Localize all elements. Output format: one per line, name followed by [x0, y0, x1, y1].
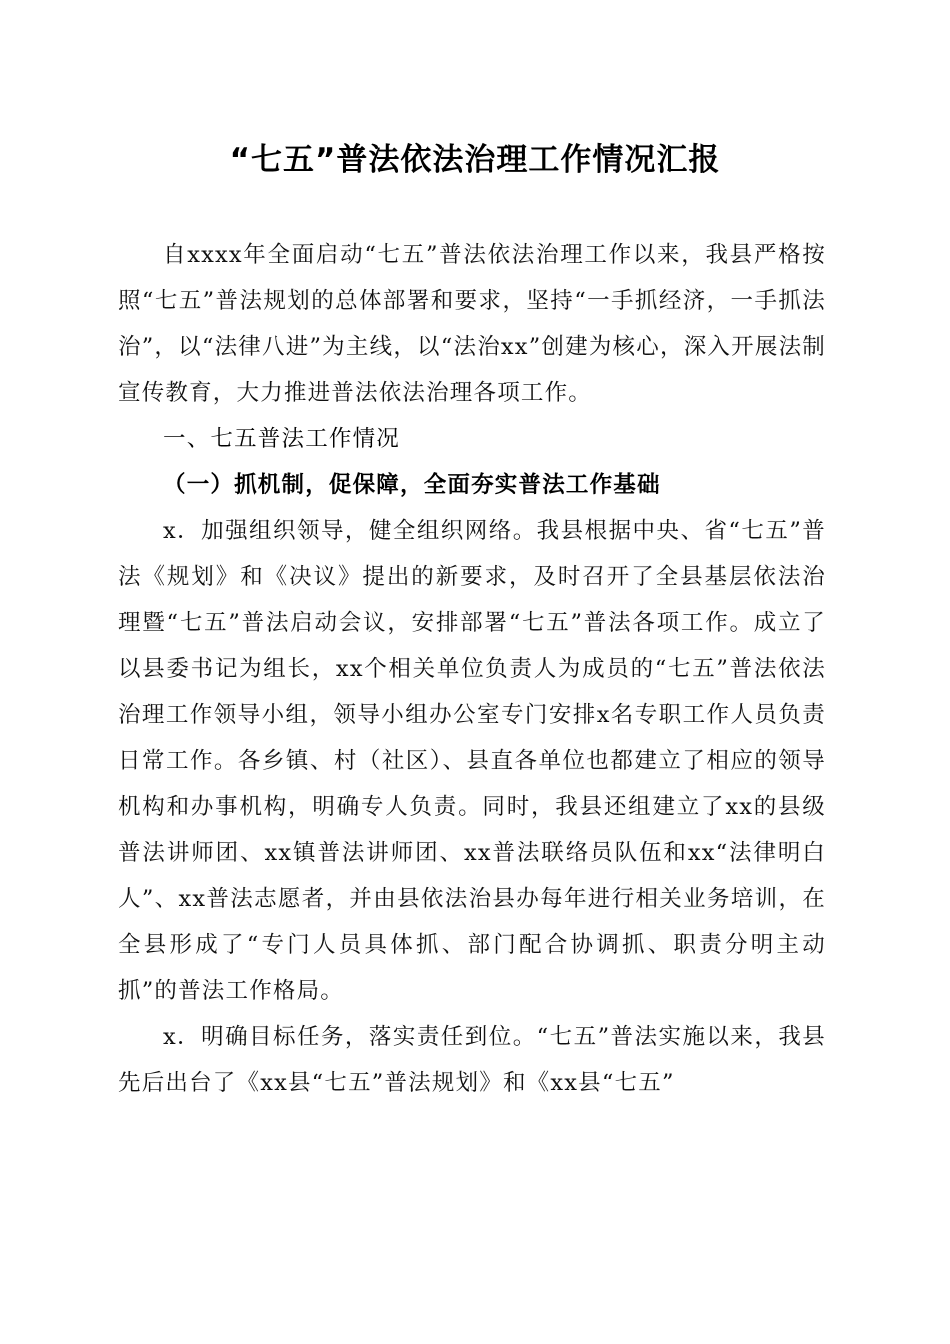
- body-paragraph: x．明确目标任务，落实责任到位。“七五”普法实施以来，我县先后出台了《xx县“七五”普法规划》和《xx县“七五”: [118, 1024, 826, 1096]
- body-paragraph: x．加强组织领导，健全组织网络。我县根据中央、省“七五”普法《规划》和《决议》提出的新要求，及时召开了全县基层依法治理暨“七五”普法启动会议，安排部署“七五”普法各项工作。成立了以县委书记为组长，xx个相关单位负责人为成员的“七五”普法依法治理工作领导小组，领导小组办公室专门安排x名专职工作人员负责日常工作。各乡镇、村（社区）、县直各单位也都建立了相应的领导机构和办事机构，明确专人负责。同时，我县还组建立了xx的县级普法讲师团、xx镇普法讲师团、xx普法联络员队伍和xx“法律明白人”、xx普法志愿者，并由县依法治县办每年进行相关业务培训，在全县形成了“专门人员具体抓、部门配合协调抓、职责分明主动抓”的普法工作格局。: [118, 518, 826, 1004]
- document-body: [118, 232, 826, 1106]
- subsection-heading: （一）抓机制，促保障，全面夯实普法工作基础: [163, 472, 661, 498]
- section-heading: 一、七五普法工作情况: [163, 426, 401, 452]
- intro-paragraph: 自xxxx年全面启动“七五”普法依法治理工作以来，我县严格按照“七五”普法规划的总体部署和要求，坚持“一手抓经济，一手抓法治”，以“法律八进”为主线，以“法治xx”创建为核心，深入开展法制宣传教育，大力推进普法依法治理各项工作。: [118, 242, 826, 406]
- document-title: “七五”普法依法治理工作情况汇报: [229, 142, 721, 178]
